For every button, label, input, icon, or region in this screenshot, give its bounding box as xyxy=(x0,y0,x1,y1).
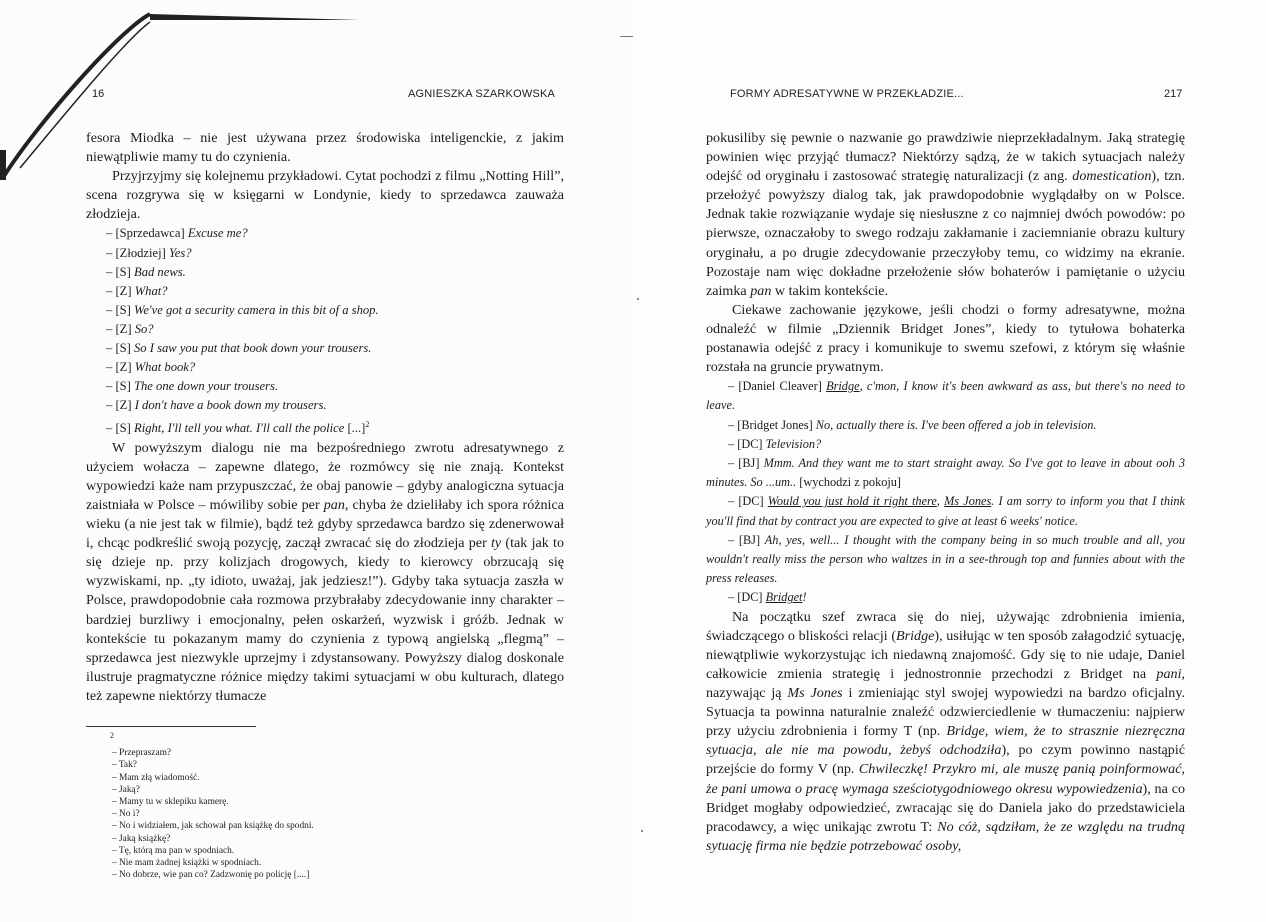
footnote-line: – No dobrze, wie pan co? Zadzwonię po policję [....] xyxy=(112,870,310,881)
page-number: 16 xyxy=(92,88,105,100)
running-head: AGNIESZKA SZARKOWSKA xyxy=(408,88,556,100)
footnote-line: – No i? xyxy=(112,809,140,820)
dialogue-line: – [DC] Bridget! xyxy=(728,590,807,605)
footnote-line: – No i widziałem, jak schował pan książkę do spodni. xyxy=(112,821,314,832)
dialogue-line: – [Z] What book? xyxy=(106,360,196,375)
dialogue-line: – [Sprzedawca] Excuse me? xyxy=(106,226,248,241)
footnote-line: – Jaką? xyxy=(112,784,140,795)
footnote-line: – Nie mam żadnej książki w spodniach. xyxy=(112,858,262,869)
footnote-line: – Jaką książkę? xyxy=(112,833,171,844)
paragraph: Ciekawe zachowanie językowe, jeśli chodzi o formy adresatywne, można odnaleźć w filmie „Dziennik Bridget Jones”, kiedy to tytułowa bohaterka postanawia odejść z pracy i komunikuje to swemu szefowi, z którym się właśnie rozstała na gruncie prywatnym. xyxy=(706,301,1185,376)
footnote-line: – Mam złą wiadomość. xyxy=(112,772,200,783)
dialogue-line: – [S] So I saw you put that book down your trousers. xyxy=(106,341,372,356)
footnote-line: – Tak? xyxy=(112,760,137,771)
speck xyxy=(637,298,639,300)
right-page xyxy=(633,0,1266,922)
dialogue-line: – [Z] So? xyxy=(106,321,154,336)
page-number: 217 xyxy=(1164,88,1183,100)
dialogue-block xyxy=(86,224,564,438)
footnote-rule xyxy=(86,726,256,727)
running-head: FORMY ADRESATYWNE W PRZEKŁADZIE... xyxy=(730,88,964,100)
dialogue-line: – [S] The one down your trousers. xyxy=(106,379,279,394)
footnote-number: 2 xyxy=(110,731,114,740)
dialogue-line: – [DC] Television? xyxy=(728,436,822,451)
right-body xyxy=(706,129,1185,856)
dialogue-line: – [BJ] Mmm. And they want me to start straight away. So I've got to leave in about ooh 3 minutes. So ...um.. [wychodzi z pokoju] xyxy=(706,456,1185,490)
left-body xyxy=(86,129,564,706)
paragraph: Przyjrzyjmy się kolejnemu przykładowi. Cytat pochodzi z filmu „Notting Hill”, scena rozgrywa się w księgarni w Londynie, kiedy to sprzedawca zauważa złodzieja. xyxy=(86,168,564,223)
dialogue-line: – [BJ] Ah, yes, well... I thought with the company being in so much trouble and all, you wouldn't really miss the person who waltzes in in a see-through top and funnies about with the press releases. xyxy=(706,532,1185,586)
dialogue-line: – [Z] What? xyxy=(106,283,168,298)
dialogue-line: – [Złodziej] Yes? xyxy=(106,245,192,260)
paragraph: W powyższym dialogu nie ma bezpośredniego zwrotu adresatywnego z użyciem wołacza – zapewne dlatego, że rozmówcy się nie znają. Kontekst wypowiedzi każe nam przypuszczać, że obaj panowie – gdyby analogiczna sytuacja zaistniała w Polsce – mówiliby sobie per pan, chyba że dzieliłaby ich spora różnica wieku (a nie jest tak w filmie), bądź też gdyby sprzedawca bardzo się zdenerwował i, chcąc podkreślić swoją pozycję, zaczął zwracać się do złodzieja per ty (tak jak to się dzieje np. przy kolizjach drogowych, kiedy to kierowcy obrzucają się wyzwiskami, np. „ty idioto, uważaj, jak jedziesz!”). Gdyby taka sytuacja zaszła w Polsce, prawdopodobnie cała rozmowa przybrałaby zdecydowanie inny charakter – bardziej burzliwy i emocjonalny, pełen oskarżeń, wyzwisk i gróźb. Jednak w kontekście tu pokazanym mamy do czynienia z typową angielską „flegmą” – sprzedawca jest niezwykle uprzejmy i zdystansowany. Powyższy dialog doskonale ilustruje pragmatyczne różnice między takimi sytuacjami w obu kulturach, dlatego też zapewne niektórzy tłumacze xyxy=(86,439,564,704)
footnote-line: – Przepraszam? xyxy=(112,748,172,759)
dialogue-line: – [DC] Would you just hold it right there, Ms Jones. I am sorry to inform you that I think you'll find that by contract you are expected to give at least 6 weeks' notice. xyxy=(706,494,1185,528)
dialogue-line: – [Bridget Jones] No, actually there is. I've been offered a job in television. xyxy=(728,417,1097,432)
footnote-line: – Mamy tu w sklepiku kamerę. xyxy=(112,797,229,808)
paragraph: pokusiliby się pewnie o nazwanie go prawdziwie nieprzekładalnym. Jaką strategię powinien więc przyjąć tłumacz? Niektórzy sądzą, że w takich sytuacjach należy odejść od oryginału i zastosować strategię naturalizacji (z ang. domestication), tzn. przełożyć powyższy dialog tak, jak prawdopodobnie wyglądałby on w Polsce. Jednak takie rozwiązanie wydaje się niesłuszne z co najmniej dwóch powodów: po pierwsze, oznaczałoby to swego rodzaju zakłamanie i zaciemnianie obrazu kultury oryginału, a po drugie zdecydowanie przeczyłoby temu, co widzimy na ekranie. Pozostaje nam więc dokładne przełożenie słów bohaterów i pamiętanie o użyciu zaimka pan w takim kontekście. xyxy=(706,130,1185,299)
paragraph: Na początku szef zwraca się do niej, używając zdrobnienia imienia, świadczącego o bliskości relacji (Bridge), usiłując w ten sposób załagodzić sytuację, niewątpliwie wykorzystując ich niedawną znajomość. Gdy się to nie udaje, Daniel całkowicie zmienia strategię i jednostronnie przechodzi z Bridget na pani, nazywając ją Ms Jones i zmieniając styl swojej wypowiedzi na bardzo oficjalny. Sytuacja ta powinna naturalnie znaleźć odzwierciedlenie w tłumaczeniu: najpierw przy użyciu zdrobnienia i formy T (np. Bridge, wiem, że to strasznie niezręczna sytuacja, ale nie ma powodu, żebyś odchodziła), po czym powinno nastąpić przejście do formy V (np. Chwileczkę! Przykro mi, ale muszę panią poinformować, że pani umowa o pracę wymaga sześciotygodniowego okresu wypowiedzenia), na co Bridget mogłaby odpowiedzieć, zwracając się do Daniela jako do przedstawiciela pracodawcy, a więc unikając zwrotu T: No cóż, sądziłam, że ze względu na trudną sytuację firma nie będzie potrzebować osoby, xyxy=(706,608,1186,854)
dialogue-line: – [S] We've got a security camera in this bit of a shop. xyxy=(106,302,379,317)
dialogue-line: – [S] Right, I'll tell you what. I'll call the police [...]$^2$ xyxy=(106,420,370,436)
footnote-list xyxy=(112,747,314,881)
dialogue-line: – [Daniel Cleaver] Bridge, c'mon, I know it's been awkward as ass, but there's no need to leave. xyxy=(706,379,1185,413)
speck xyxy=(641,830,643,832)
dialogue-line: – [S] Bad news. xyxy=(106,264,186,279)
paragraph: fesora Miodka – nie jest używana przez środowiska inteligenckie, z jakim niewątpliwie mamy tu do czynienia. xyxy=(86,130,564,166)
footnotes xyxy=(112,730,314,881)
footnote-ref[interactable]: 2 xyxy=(365,420,370,430)
footnote-line: – Tę, którą ma pan w spodniach. xyxy=(112,845,235,856)
dialogue-line: – [Z] I don't have a book down my trousers. xyxy=(106,398,327,413)
